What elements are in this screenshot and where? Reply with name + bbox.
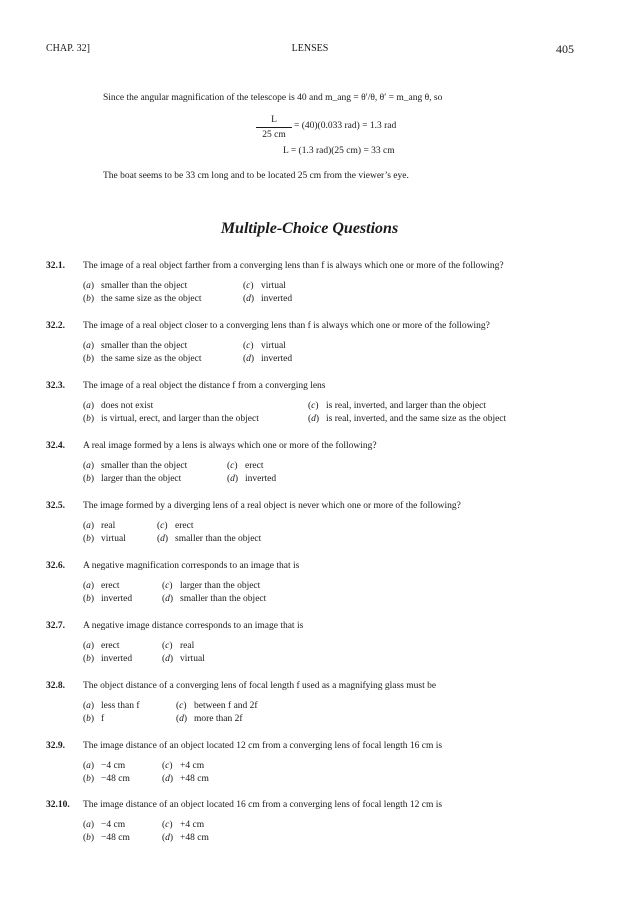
option-d: (d) +48 cm	[162, 833, 209, 843]
option-b: (b) virtual	[83, 534, 126, 544]
option-a: (a) −4 cm	[83, 761, 126, 771]
fraction-numerator: L	[271, 115, 277, 125]
option-c: (c) is real, inverted, and larger than the object	[308, 401, 486, 411]
fraction-denominator: 25 cm	[262, 130, 286, 140]
option-a: (a) does not exist	[83, 401, 154, 411]
question-number: 32.9.	[46, 741, 65, 751]
fraction-bar	[256, 127, 292, 128]
question-number: 32.8.	[46, 681, 65, 691]
option-b: (b) f	[83, 714, 105, 724]
question-number: 32.5.	[46, 501, 65, 511]
question-stem: A negative magnification corresponds to an image that is	[83, 561, 300, 571]
option-c: (c) +4 cm	[162, 761, 205, 771]
chapter-label: CHAP. 32]	[46, 43, 90, 54]
question-number: 32.6.	[46, 561, 65, 571]
running-title: LENSES	[291, 43, 329, 54]
question-stem: The image of a real object the distance f from a converging lens	[83, 381, 326, 391]
option-b: (b) inverted	[83, 654, 133, 664]
question-stem: The image distance of an object located 12 cm from a converging lens of focal length 16 cm is	[83, 741, 443, 751]
option-c: (c) virtual	[243, 281, 286, 291]
option-c: (c) erect	[227, 461, 264, 471]
option-a: (a) smaller than the object	[83, 341, 188, 351]
option-c: (c) larger than the object	[162, 581, 261, 591]
option-a: (a) −4 cm	[83, 820, 126, 830]
question-stem: A real image formed by a lens is always which one or more of the following?	[83, 441, 377, 451]
question-stem: The image distance of an object located 16 cm from a converging lens of focal length 12 cm is	[83, 800, 443, 810]
option-a: (a) smaller than the object	[83, 281, 188, 291]
option-c: (c) virtual	[243, 341, 286, 351]
option-a: (a) erect	[83, 641, 120, 651]
equation-2: L = (1.3 rad)(25 cm) = 33 cm	[283, 146, 395, 156]
option-a: (a) real	[83, 521, 116, 531]
option-d: (d) virtual	[162, 654, 205, 664]
option-b: (b) is virtual, erect, and larger than the object	[83, 414, 259, 424]
option-b: (b) larger than the object	[83, 474, 182, 484]
intro-line: Since the angular magnification of the telescope is 40 and m_ang = θ′/θ, θ′ = m_ang θ, so	[103, 93, 443, 103]
option-b: (b) inverted	[83, 594, 133, 604]
question-number: 32.4.	[46, 441, 65, 451]
option-b: (b) the same size as the object	[83, 354, 202, 364]
option-d: (d) +48 cm	[162, 774, 209, 784]
option-d: (d) inverted	[243, 354, 293, 364]
question-stem: The object distance of a converging lens of focal length f used as a magnifying glass must be	[83, 681, 437, 691]
question-stem: A negative image distance corresponds to an image that is	[83, 621, 304, 631]
page-header	[46, 43, 574, 57]
option-d: (d) is real, inverted, and the same size as the object	[308, 414, 507, 424]
question-stem: The image of a real object closer to a converging lens than f is always which one or more of the following?	[83, 321, 490, 331]
option-b: (b) the same size as the object	[83, 294, 202, 304]
question-stem: The image formed by a diverging lens of a real object is never which one or more of the following?	[83, 501, 461, 511]
option-c: (c) erect	[157, 521, 194, 531]
option-a: (a) erect	[83, 581, 120, 591]
question-number: 32.10.	[46, 800, 70, 810]
question-number: 32.7.	[46, 621, 65, 631]
option-c: (c) +4 cm	[162, 820, 205, 830]
option-a: (a) smaller than the object	[83, 461, 188, 471]
option-b: (b) −48 cm	[83, 833, 130, 843]
question-number: 32.3.	[46, 381, 65, 391]
equation-1-rhs: = (40)(0.033 rad) = 1.3 rad	[294, 121, 397, 131]
option-d: (d) inverted	[243, 294, 293, 304]
option-d: (d) smaller than the object	[157, 534, 262, 544]
option-b: (b) −48 cm	[83, 774, 130, 784]
option-d: (d) inverted	[227, 474, 277, 484]
equation-fraction	[256, 114, 292, 141]
option-d: (d) smaller than the object	[162, 594, 267, 604]
page-number: 405	[556, 42, 574, 56]
question-number: 32.1.	[46, 261, 65, 271]
option-c: (c) real	[162, 641, 195, 651]
question-stem: The image of a real object farther from a converging lens than f is always which one or more of the following?	[83, 261, 504, 271]
option-a: (a) less than f	[83, 701, 140, 711]
option-c: (c) between f and 2f	[176, 701, 258, 711]
conclusion-line: The boat seems to be 33 cm long and to be located 25 cm from the viewer’s eye.	[103, 171, 409, 181]
option-d: (d) more than 2f	[176, 714, 243, 724]
question-number: 32.2.	[46, 321, 65, 331]
section-title: Multiple-Choice Questions	[220, 220, 399, 237]
